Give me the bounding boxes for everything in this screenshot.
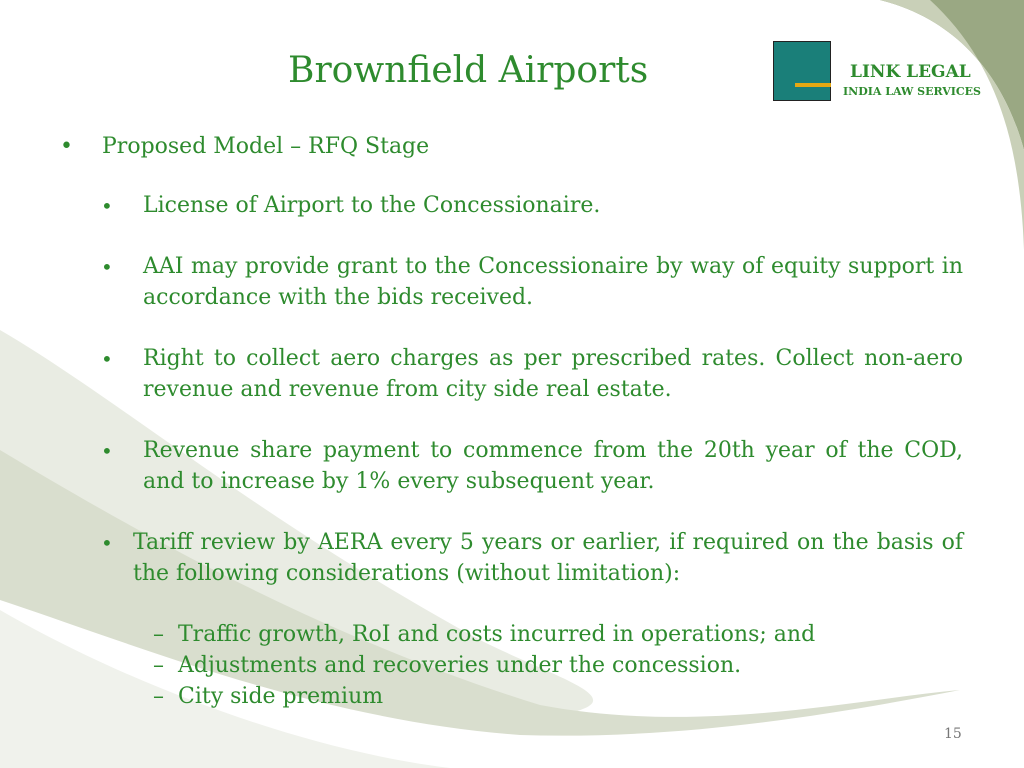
logo-tagline: INDIA LAW SERVICES (843, 85, 981, 98)
sub-list-item: City side premium (178, 684, 384, 709)
bullet-marker: • (101, 255, 113, 279)
list-item: License of Airport to the Concessionaire. (143, 193, 601, 218)
sub-list-item: Adjustments and recoveries under the concession. (178, 653, 742, 678)
logo-name: LINK LEGAL (850, 62, 971, 82)
bullet-marker: • (60, 134, 73, 159)
sub-list-item: Traffic growth, RoI and costs incurred in operations; and (178, 622, 816, 647)
logo-accent-bar (795, 83, 831, 87)
list-item: Tariff review by AERA every 5 years or earlier, if required on the basis of the following considerations (without limitation): (133, 530, 963, 586)
list-item: AAI may provide grant to the Concessionaire by way of equity support in accordance with the bids received. (143, 254, 963, 310)
bullet-marker: • (101, 347, 113, 371)
list-item: Right to collect aero charges as per prescribed rates. Collect non-aero revenue and revenue from city side real estate. (143, 346, 963, 402)
page-number: 15 (944, 726, 962, 742)
section-heading: Proposed Model – RFQ Stage (102, 134, 430, 159)
list-item: Revenue share payment to commence from the 20th year of the COD, and to increase by 1% every subsequent year. (143, 438, 963, 494)
dash-marker: – (153, 684, 164, 709)
dash-marker: – (153, 622, 164, 647)
dash-marker: – (153, 653, 164, 678)
slide-title: Brownfield Airports (288, 50, 649, 91)
bullet-marker: • (101, 439, 113, 463)
bullet-marker: • (101, 531, 113, 555)
bullet-marker: • (101, 194, 113, 218)
logo-mark (773, 41, 831, 101)
